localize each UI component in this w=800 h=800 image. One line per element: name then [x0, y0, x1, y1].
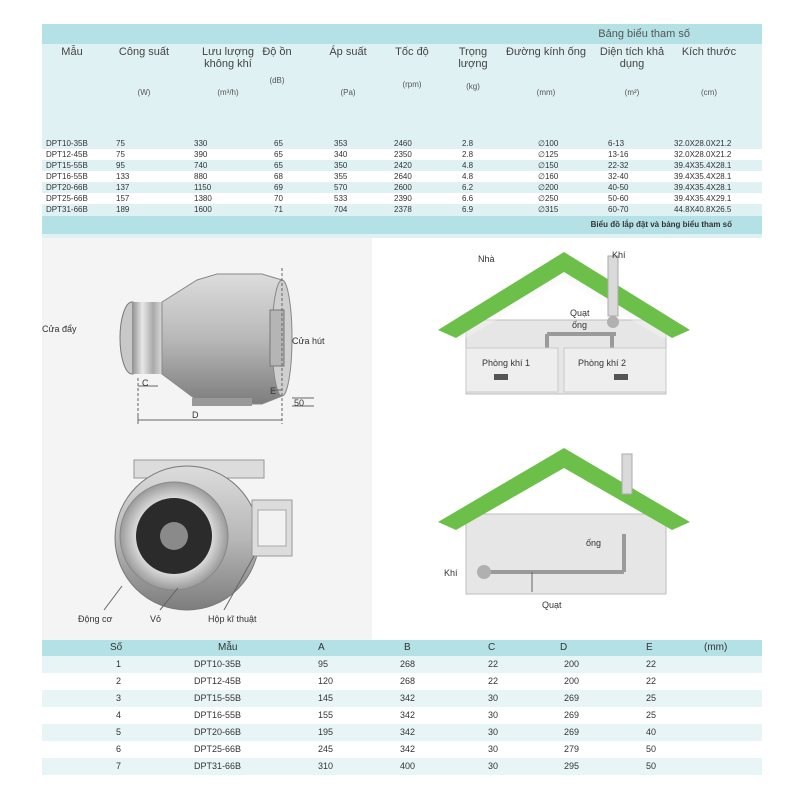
spec-unit-noise: (dB) — [269, 76, 285, 85]
spec-unit-size: (cm) — [701, 88, 717, 97]
spec-cell: 133 — [116, 172, 130, 181]
label-room1: Phòng khí 1 — [482, 358, 531, 368]
fan-diagram-panel — [42, 238, 372, 640]
spec-cell: 740 — [194, 161, 208, 170]
dim-cell: 2 — [116, 676, 122, 686]
spec-cell: 1600 — [194, 205, 212, 214]
spec-cell: 4.8 — [462, 161, 474, 170]
dim-cell: DPT10-35B — [194, 659, 242, 669]
dim-cell: 7 — [116, 761, 122, 771]
spec-row — [42, 160, 762, 171]
spec-cell: 189 — [116, 205, 130, 214]
spec-header-diameter: Đường kính ống — [506, 46, 587, 58]
fan-drawing — [42, 238, 372, 640]
dim-cell: DPT16-55B — [194, 710, 242, 720]
spec-unit-airflow: (m³/h) — [217, 88, 239, 97]
dim-cell: DPT15-55B — [194, 693, 242, 703]
dim-cell: 200 — [564, 659, 580, 669]
spec-table — [42, 24, 762, 238]
spec-cell: ∅315 — [538, 205, 559, 214]
dim-header-no: Số — [110, 642, 123, 653]
spec-cell: 2378 — [394, 205, 412, 214]
spec-cell: 2.8 — [462, 139, 474, 148]
spec-row — [42, 193, 762, 204]
spec-cell: 157 — [116, 194, 130, 203]
spec-cell: DPT12-45B — [46, 150, 88, 159]
spec-cell: 2350 — [394, 150, 412, 159]
label-air-bottom: Khí — [444, 568, 458, 578]
dim-row — [42, 673, 762, 690]
label-outlet: Cửa đẩy — [42, 324, 77, 334]
dim-header-unit: (mm) — [704, 642, 728, 653]
spec-cell: 70 — [274, 194, 283, 203]
spec-cell: ∅125 — [538, 150, 559, 159]
spec-row — [42, 182, 762, 193]
dim-row — [42, 656, 762, 673]
dim-row — [42, 707, 762, 724]
spec-cell: 533 — [334, 194, 348, 203]
dim-row — [42, 758, 762, 775]
label-motor: Động cơ — [78, 614, 113, 624]
install-diagram-panel — [372, 238, 762, 640]
spec-row — [42, 138, 762, 149]
spec-cell: 6.6 — [462, 194, 474, 203]
spec-cell: 75 — [116, 139, 125, 148]
dim-cell: 155 — [318, 710, 334, 720]
spec-title: Bảng biểu tham số — [598, 28, 690, 40]
dim-cell: 25 — [646, 693, 657, 703]
spec-header-power: Công suất — [118, 46, 170, 58]
spec-cell: 2.8 — [462, 150, 474, 159]
spec-cell: 65 — [274, 139, 283, 148]
dim-cell: 22 — [646, 676, 657, 686]
dim-cell: 22 — [646, 659, 657, 669]
dim-cell: 1 — [116, 659, 122, 669]
dim-cell: 30 — [488, 761, 499, 771]
dim-cell: 50 — [646, 744, 657, 754]
dim-cell: 5 — [116, 727, 122, 737]
house-bottom — [438, 448, 690, 594]
spec-header-pressure: Áp suất — [329, 46, 367, 58]
spec-cell: 32.0X28.0X21.2 — [674, 150, 732, 159]
dimension-table-header — [42, 640, 762, 656]
label-shell: Vỏ — [150, 614, 162, 624]
spec-cell: 95 — [116, 161, 125, 170]
label-house: Nhà — [478, 254, 495, 264]
dim-row — [42, 724, 762, 741]
fan-side-view — [120, 268, 314, 424]
spec-cell: ∅100 — [538, 139, 559, 148]
spec-cell: 60-70 — [608, 205, 629, 214]
spec-unit-power: (W) — [137, 88, 151, 97]
label-box: Hộp kĩ thuật — [208, 614, 257, 624]
dim-cell: 342 — [400, 744, 416, 754]
spec-cell: DPT31-66B — [46, 205, 88, 214]
spec-header-noise: Độ ồn — [262, 46, 292, 58]
dim-cell: 30 — [488, 744, 499, 754]
spec-cell: 44.8X40.8X26.5 — [674, 205, 732, 214]
spec-cell: 50-60 — [608, 194, 629, 203]
dim-header-e: E — [646, 642, 653, 653]
dim-cell: 50 — [646, 761, 657, 771]
spec-header-area: Diện tích khả dụng — [599, 46, 665, 70]
spec-cell: ∅150 — [538, 161, 559, 170]
dim-cell: 279 — [564, 744, 580, 754]
spec-header-weight: Trọng lượng — [458, 46, 488, 70]
spec-cell: DPT16-55B — [46, 172, 88, 181]
dim-cell: 4 — [116, 710, 122, 720]
dim-cell: 30 — [488, 693, 499, 703]
spec-cell: 6-13 — [608, 139, 625, 148]
dim-cell: 120 — [318, 676, 334, 686]
spec-cell: 69 — [274, 183, 283, 192]
spec-cell: 68 — [274, 172, 283, 181]
label-inlet: Cửa hút — [292, 336, 325, 346]
spec-cell: 39.4X35.4X29.1 — [674, 194, 732, 203]
dim-cell: 95 — [318, 659, 329, 669]
dim-cell: 200 — [564, 676, 580, 686]
dim-cell: DPT25-66B — [194, 744, 242, 754]
spec-cell: 13-16 — [608, 150, 629, 159]
spec-cell: 137 — [116, 183, 130, 192]
dim-cell: 268 — [400, 676, 416, 686]
dim-cell: 342 — [400, 710, 416, 720]
spec-row — [42, 171, 762, 182]
spec-cell: 39.4X35.4X28.1 — [674, 183, 732, 192]
spec-cell: 6.2 — [462, 183, 474, 192]
spec-cell: 704 — [334, 205, 348, 214]
dim-cell: 400 — [400, 761, 416, 771]
spec-cell: 75 — [116, 150, 125, 159]
spec-header-speed: Tốc độ — [395, 46, 429, 58]
spec-cell: 355 — [334, 172, 348, 181]
dim-cell: 195 — [318, 727, 334, 737]
spec-cell: 2420 — [394, 161, 412, 170]
dim-cell: 245 — [318, 744, 334, 754]
dim-cell: 268 — [400, 659, 416, 669]
spec-cell: 65 — [274, 150, 283, 159]
dim-cell: 30 — [488, 710, 499, 720]
dim-cell: 3 — [116, 693, 122, 703]
spec-cell: 2640 — [394, 172, 412, 181]
spec-unit-pressure: (Pa) — [340, 88, 356, 97]
spec-cell: 2600 — [394, 183, 412, 192]
dim-cell: 40 — [646, 727, 657, 737]
dim-cell: 22 — [488, 676, 499, 686]
label-fan-top: Quạt — [570, 308, 590, 318]
spec-cell: DPT25-66B — [46, 194, 88, 203]
spec-cell: 40-50 — [608, 183, 629, 192]
dim-header-b: B — [404, 642, 411, 653]
spec-header-airflow: Lưu lượng không khí — [202, 46, 254, 70]
spec-cell: 71 — [274, 205, 283, 214]
spec-cell: 6.9 — [462, 205, 474, 214]
dim-cell: 269 — [564, 710, 580, 720]
spec-row — [42, 149, 762, 160]
label-d: D — [192, 410, 199, 420]
spec-cell: ∅250 — [538, 194, 559, 203]
label-fan-bottom: Quạt — [542, 600, 562, 610]
spec-unit-speed: (rpm) — [402, 80, 422, 89]
dim-cell: 30 — [488, 727, 499, 737]
spec-rows — [42, 138, 762, 218]
spec-unit-diameter: (mm) — [536, 88, 556, 97]
label-room2: Phòng khí 2 — [578, 358, 627, 368]
label-air-top: Khí — [612, 250, 626, 260]
dim-cell: 6 — [116, 744, 122, 754]
dim-cell: DPT12-45B — [194, 676, 242, 686]
house-top — [438, 252, 690, 394]
dim-header-a: A — [318, 642, 325, 653]
spec-cell: 570 — [334, 183, 348, 192]
spec-cell: 1150 — [194, 183, 212, 192]
spec-cell: ∅160 — [538, 172, 559, 181]
spec-cell: 2390 — [394, 194, 412, 203]
spec-cell: 390 — [194, 150, 208, 159]
spec-cell: ∅200 — [538, 183, 559, 192]
spec-cell: DPT20-66B — [46, 183, 88, 192]
spec-unit-area: (m²) — [624, 88, 640, 97]
spec-cell: DPT15-55B — [46, 161, 88, 170]
dim-rows — [42, 656, 762, 775]
dim-header-d: D — [560, 642, 568, 653]
spec-cell: 1380 — [194, 194, 212, 203]
dim-cell: 269 — [564, 727, 580, 737]
spec-cell: 32-40 — [608, 172, 629, 181]
spec-cell: 330 — [194, 139, 208, 148]
spec-cell: 65 — [274, 161, 283, 170]
spec-cell: 353 — [334, 139, 348, 148]
label-fifty: 50 — [294, 398, 305, 408]
spec-unit-weight: (kg) — [466, 82, 480, 91]
dim-cell: 310 — [318, 761, 334, 771]
spec-cell: 350 — [334, 161, 348, 170]
spec-cell: 39.4X35.4X28.1 — [674, 161, 732, 170]
spec-cell: 4.8 — [462, 172, 474, 181]
dimension-table — [42, 640, 762, 775]
label-c: C — [142, 378, 149, 388]
spec-cell: 32.0X28.0X21.2 — [674, 139, 732, 148]
spec-footer: Biểu đồ lắp đặt và bảng biểu tham số — [590, 220, 732, 229]
fan-front-view — [104, 460, 292, 610]
spec-header-size: Kích thước — [681, 46, 737, 58]
dim-cell: DPT31-66B — [194, 761, 242, 771]
dim-row — [42, 690, 762, 707]
spec-row — [42, 204, 762, 215]
spec-cell: 39.4X35.4X28.1 — [674, 172, 732, 181]
dim-cell: 25 — [646, 710, 657, 720]
spec-cell: 340 — [334, 150, 348, 159]
dim-cell: 145 — [318, 693, 334, 703]
spec-cell: DPT10-35B — [46, 139, 88, 148]
dim-header-model: Mẫu — [218, 642, 238, 653]
install-drawing — [372, 238, 762, 640]
dim-cell: 295 — [564, 761, 580, 771]
dim-header-c: C — [488, 642, 496, 653]
spec-cell: 22-32 — [608, 161, 629, 170]
label-duct-bottom: ống — [586, 538, 602, 548]
dim-cell: 22 — [488, 659, 499, 669]
spec-cell: 880 — [194, 172, 208, 181]
dim-cell: 342 — [400, 693, 416, 703]
dim-cell: DPT20-66B — [194, 727, 242, 737]
dim-cell: 269 — [564, 693, 580, 703]
label-duct-top: ống — [572, 320, 588, 330]
label-e: E — [270, 386, 277, 396]
dim-row — [42, 741, 762, 758]
spec-cell: 2460 — [394, 139, 412, 148]
spec-header-model: Mẫu — [61, 46, 83, 58]
dim-cell: 342 — [400, 727, 416, 737]
